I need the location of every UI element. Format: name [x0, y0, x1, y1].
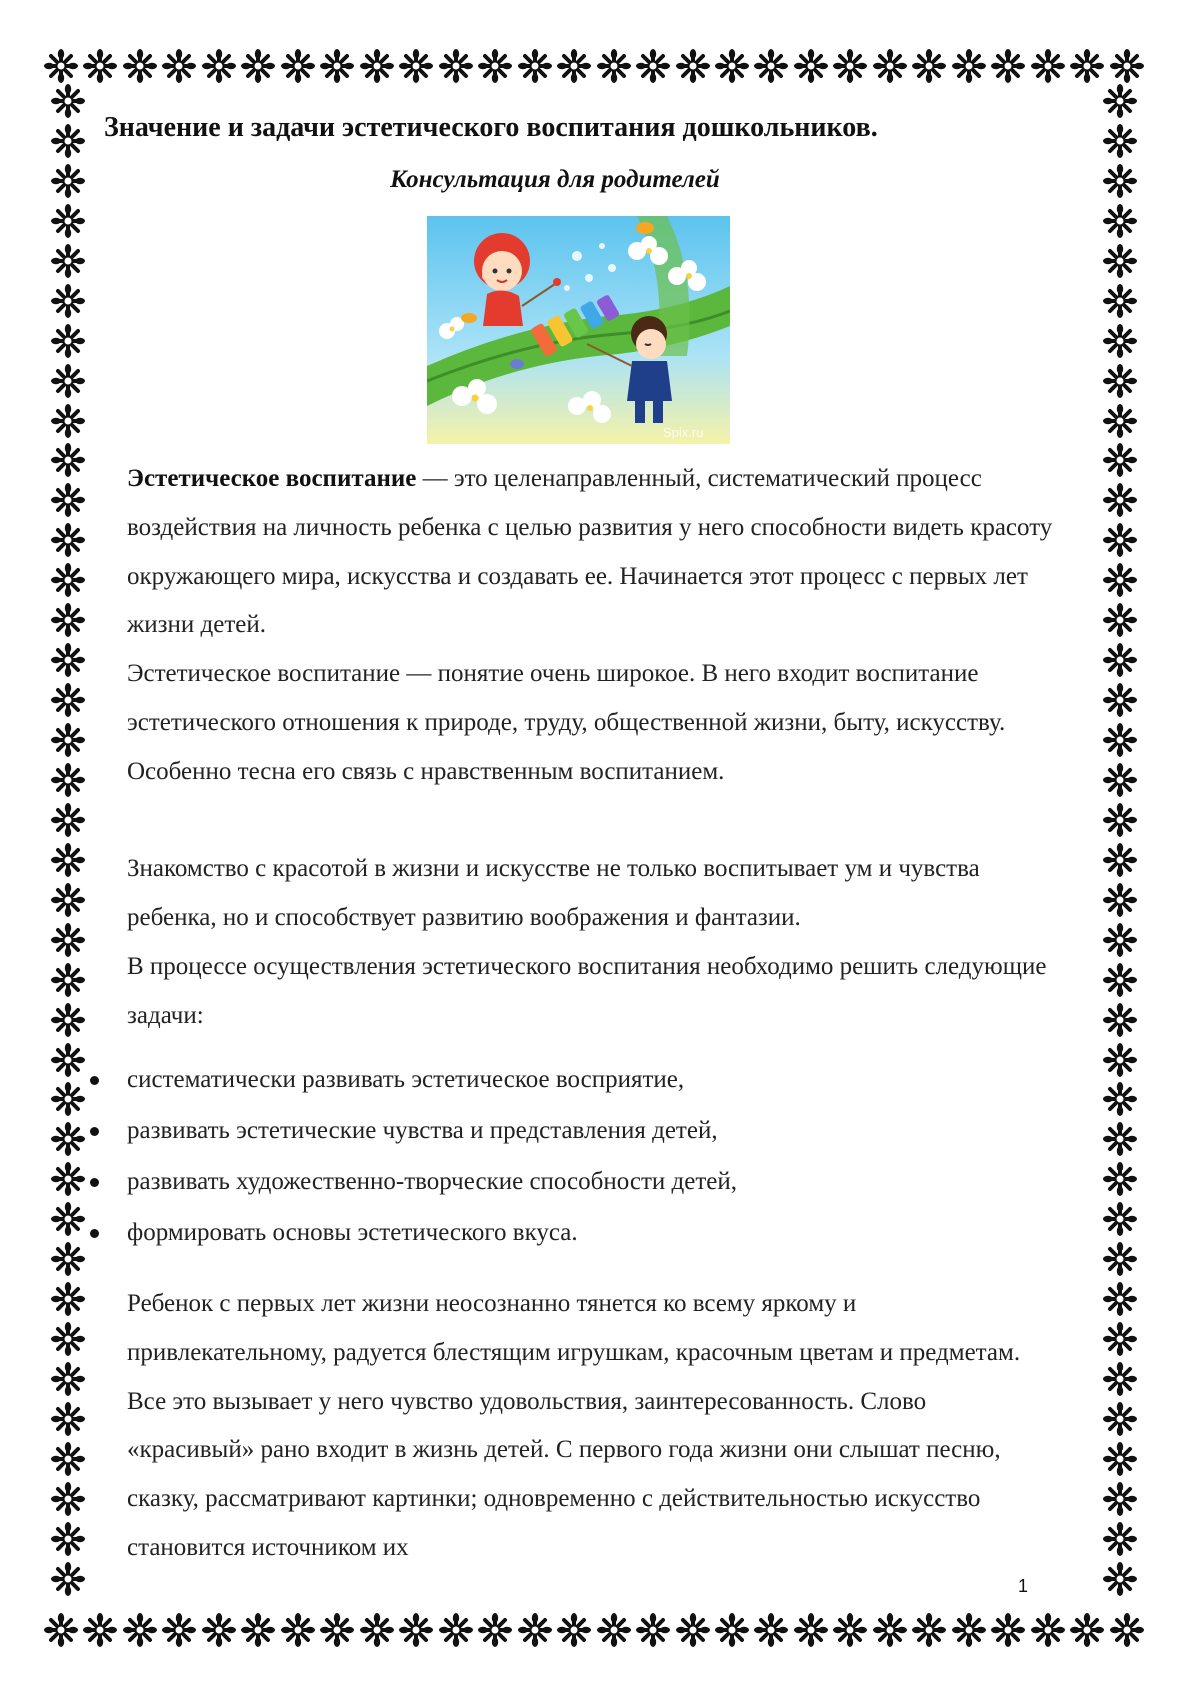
border-ornament-icon	[51, 883, 85, 917]
border-ornament-icon	[676, 1613, 710, 1647]
border-ornament-icon	[1103, 763, 1137, 797]
border-ornament-icon	[1103, 1562, 1137, 1596]
border-ornament-icon	[1103, 364, 1137, 398]
border-ornament-icon	[833, 1613, 867, 1647]
border-ornament-icon	[44, 1613, 78, 1647]
border-ornament-icon	[51, 923, 85, 957]
border-ornament-icon	[51, 843, 85, 877]
border-ornament-icon	[83, 1613, 117, 1647]
border-ornament-icon	[83, 49, 117, 83]
border-ornament-icon	[51, 1122, 85, 1156]
border-ornament-icon	[320, 1613, 354, 1647]
border-ornament-icon	[1103, 204, 1137, 238]
border-ornament-icon	[1103, 244, 1137, 278]
border-ornament-icon	[833, 49, 867, 83]
border-ornament-icon	[51, 443, 85, 477]
border-ornament-icon	[1103, 643, 1137, 677]
border-ornament-icon	[597, 49, 631, 83]
border-ornament-icon	[1103, 1082, 1137, 1116]
border-ornament-icon	[1103, 84, 1137, 118]
border-ornament-icon	[557, 49, 591, 83]
border-ornament-icon	[754, 49, 788, 83]
border-ornament-icon	[676, 49, 710, 83]
border-ornament-icon	[51, 563, 85, 597]
border-ornament-icon	[51, 483, 85, 517]
border-ornament-icon	[1103, 1202, 1137, 1236]
border-ornament-icon	[1103, 483, 1137, 517]
border-ornament-icon	[1103, 603, 1137, 637]
border-ornament-icon	[1103, 963, 1137, 997]
border-ornament-icon	[754, 1613, 788, 1647]
border-ornament-icon	[1103, 1043, 1137, 1077]
border-ornament-icon	[597, 1613, 631, 1647]
border-ornament-icon	[51, 963, 85, 997]
border-ornament-icon	[439, 1613, 473, 1647]
border-ornament-icon	[794, 49, 828, 83]
border-ornament-icon	[1103, 284, 1137, 318]
border-ornament-icon	[162, 49, 196, 83]
border-ornament-icon	[51, 324, 85, 358]
border-ornament-icon	[1103, 443, 1137, 477]
list-item	[90, 1213, 1050, 1264]
border-ornament-icon	[873, 1613, 907, 1647]
paragraph-4: В процессе осуществления эстетического воспитания необходимо решить следующие задачи:	[127, 953, 1047, 1029]
border-ornament-icon	[1103, 563, 1137, 597]
border-ornament-icon	[123, 1613, 157, 1647]
border-ornament-icon	[991, 49, 1025, 83]
paragraph-1-text: — это целенаправленный, систематический процесс воздействия на личность ребенка с целью развития у него способности видеть красоту окружающего мира, искусства и создавать ее. Начинается этот процесс с первых лет жизни детей.	[127, 465, 1053, 639]
border-ornament-icon	[162, 1613, 196, 1647]
border-ornament-icon	[202, 49, 236, 83]
border-ornament-icon	[51, 1162, 85, 1196]
border-ornament-icon	[51, 1322, 85, 1356]
border-ornament-icon	[51, 124, 85, 158]
border-ornament-icon	[794, 1613, 828, 1647]
border-ornament-icon	[1103, 683, 1137, 717]
border-ornament-icon	[1103, 1322, 1137, 1356]
border-ornament-icon	[912, 1613, 946, 1647]
border-ornament-icon	[51, 1482, 85, 1516]
border-ornament-icon	[51, 1003, 85, 1037]
border-ornament-icon	[51, 284, 85, 318]
page-subtitle: Консультация для родителей	[390, 166, 720, 193]
border-ornament-icon	[51, 1082, 85, 1116]
border-ornament-icon	[1103, 1003, 1137, 1037]
border-ornament-icon	[51, 364, 85, 398]
list-item	[90, 1111, 1050, 1162]
children-xylophone-illustration	[427, 216, 730, 444]
border-ornament-icon	[51, 404, 85, 438]
border-ornament-icon	[51, 244, 85, 278]
border-ornament-icon	[636, 49, 670, 83]
border-ornament-icon	[51, 1242, 85, 1276]
border-ornament-icon	[952, 1613, 986, 1647]
border-ornament-icon	[518, 1613, 552, 1647]
border-ornament-icon	[1103, 1522, 1137, 1556]
border-bottom	[44, 1606, 1144, 1654]
border-ornament-icon	[715, 49, 749, 83]
border-ornament-icon	[51, 1442, 85, 1476]
border-ornament-icon	[51, 1402, 85, 1436]
border-ornament-icon	[51, 723, 85, 757]
border-ornament-icon	[51, 1282, 85, 1316]
border-ornament-icon	[1070, 49, 1104, 83]
page-title: Значение и задачи эстетического воспитания дошкольников.	[104, 112, 878, 143]
border-ornament-icon	[1103, 1482, 1137, 1516]
border-ornament-icon	[1103, 1162, 1137, 1196]
list-item	[90, 1162, 1050, 1213]
border-ornament-icon	[51, 84, 85, 118]
list-item-text: формировать основы эстетического вкуса.	[127, 1219, 578, 1246]
border-ornament-icon	[202, 1613, 236, 1647]
border-ornament-icon	[1103, 1362, 1137, 1396]
bullet-dot-icon	[90, 1127, 99, 1136]
border-ornament-icon	[51, 803, 85, 837]
border-ornament-icon	[360, 49, 394, 83]
list-item-text: систематически развивать эстетическое восприятие,	[127, 1066, 685, 1093]
border-ornament-icon	[51, 1522, 85, 1556]
border-ornament-icon	[1110, 49, 1144, 83]
border-ornament-icon	[123, 49, 157, 83]
border-ornament-icon	[1103, 883, 1137, 917]
border-ornament-icon	[360, 1613, 394, 1647]
border-ornament-icon	[1103, 723, 1137, 757]
border-ornament-icon	[1103, 1402, 1137, 1436]
border-ornament-icon	[1103, 1242, 1137, 1276]
border-ornament-icon	[1103, 1282, 1137, 1316]
border-ornament-icon	[636, 1613, 670, 1647]
paragraph-1-lead: Эстетическое воспитание	[127, 465, 417, 492]
border-ornament-icon	[1103, 843, 1137, 877]
border-ornament-icon	[51, 204, 85, 238]
border-ornament-icon	[44, 49, 78, 83]
border-ornament-icon	[1103, 1442, 1137, 1476]
border-ornament-icon	[1103, 923, 1137, 957]
border-ornament-icon	[51, 603, 85, 637]
border-ornament-icon	[241, 49, 275, 83]
border-ornament-icon	[51, 683, 85, 717]
bullet-dot-icon	[90, 1229, 99, 1238]
border-ornament-icon	[912, 49, 946, 83]
border-ornament-icon	[51, 1562, 85, 1596]
border-ornament-icon	[873, 49, 907, 83]
border-ornament-icon	[1031, 49, 1065, 83]
border-right	[1096, 84, 1144, 1596]
border-ornament-icon	[1103, 1122, 1137, 1156]
paragraph-3: Знакомство с красотой в жизни и искусстве не только воспитывает ум и чувства ребенка, но и способствует развитию воображения и фантазии.	[127, 855, 980, 931]
border-ornament-icon	[399, 49, 433, 83]
border-ornament-icon	[1103, 803, 1137, 837]
list-item-text: развивать художественно-творческие способности детей,	[127, 1168, 737, 1195]
illustration-watermark: Spix.ru	[663, 425, 704, 440]
paragraph-1	[127, 455, 1057, 650]
border-ornament-icon	[1103, 404, 1137, 438]
border-ornament-icon	[1070, 1613, 1104, 1647]
border-ornament-icon	[518, 49, 552, 83]
border-ornament-icon	[991, 1613, 1025, 1647]
border-top	[44, 42, 1144, 90]
list-item-text: развивать эстетические чувства и представления детей,	[127, 1117, 718, 1144]
border-ornament-icon	[478, 1613, 512, 1647]
list-item	[90, 1060, 1050, 1111]
border-ornament-icon	[51, 1362, 85, 1396]
border-ornament-icon	[1103, 324, 1137, 358]
closing-paragraph: Ребенок с первых лет жизни неосознанно тянется ко всему яркому и привлекательному, радуется блестящим игрушкам, красочным цветам и предметам. Все это вызывает у него чувство удовольствия, заинтересованность. Слово «красивый» рано входит в жизнь детей. С первого года жизни они слышат песню, сказку, рассматривают картинки; одновременно с действительностью искусство становится источником их	[127, 1290, 1021, 1561]
border-ornament-icon	[281, 1613, 315, 1647]
border-ornament-icon	[320, 49, 354, 83]
border-ornament-icon	[557, 1613, 591, 1647]
page-number: 1	[1018, 1576, 1029, 1596]
border-ornament-icon	[51, 1202, 85, 1236]
border-ornament-icon	[51, 763, 85, 797]
border-ornament-icon	[51, 1043, 85, 1077]
border-ornament-icon	[952, 49, 986, 83]
border-ornament-icon	[439, 49, 473, 83]
border-ornament-icon	[51, 643, 85, 677]
border-ornament-icon	[241, 1613, 275, 1647]
border-ornament-icon	[1103, 124, 1137, 158]
bullet-dot-icon	[90, 1076, 99, 1085]
border-ornament-icon	[715, 1613, 749, 1647]
border-ornament-icon	[281, 49, 315, 83]
paragraph-2: Эстетическое воспитание — понятие очень широкое. В него входит воспитание эстетического отношения к природе, труду, общественной жизни, быту, искусству. Особенно тесна его связь с нравственным воспитанием.	[127, 660, 1006, 785]
border-ornament-icon	[399, 1613, 433, 1647]
border-ornament-icon	[478, 49, 512, 83]
border-ornament-icon	[1031, 1613, 1065, 1647]
bullet-dot-icon	[90, 1178, 99, 1187]
border-ornament-icon	[1110, 1613, 1144, 1647]
border-ornament-icon	[51, 523, 85, 557]
border-left	[44, 84, 92, 1596]
border-ornament-icon	[1103, 523, 1137, 557]
task-list	[90, 1060, 1050, 1264]
